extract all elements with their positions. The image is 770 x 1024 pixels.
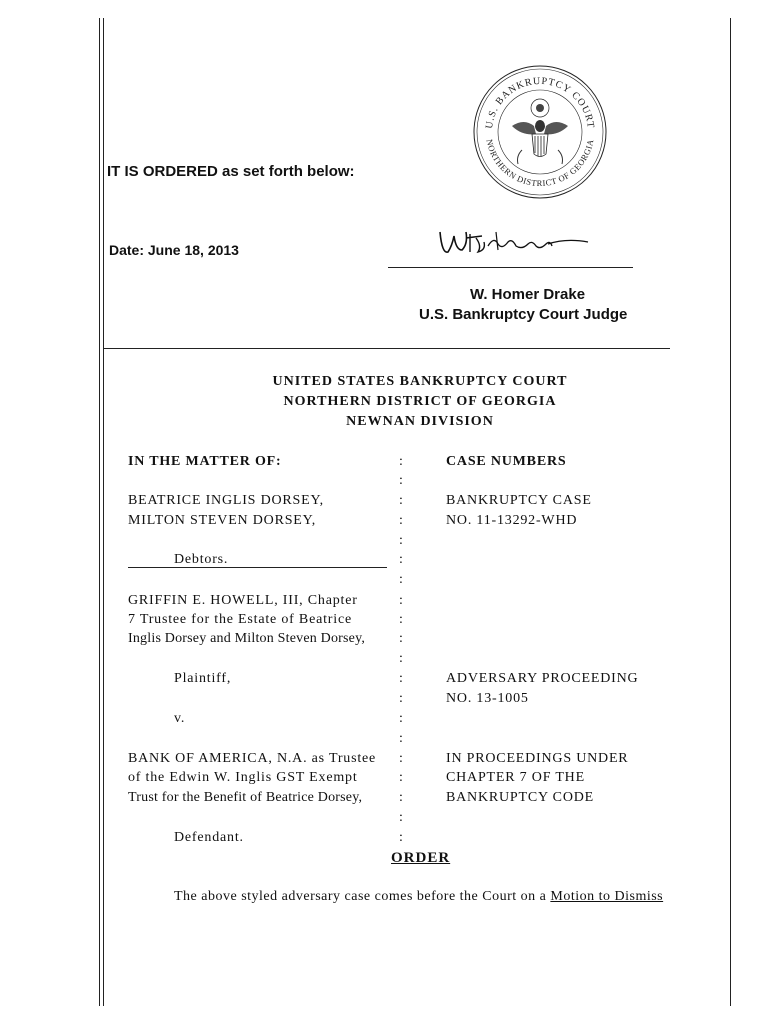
order-date: Date: June 18, 2013 xyxy=(109,242,239,258)
matter-heading: IN THE MATTER OF: xyxy=(128,454,282,469)
judge-title: U.S. Bankruptcy Court Judge xyxy=(419,306,628,323)
header-divider xyxy=(104,348,670,349)
signature-line xyxy=(388,267,633,268)
chapter-line-2: CHAPTER 7 OF THE xyxy=(446,770,585,785)
judge-signature xyxy=(436,224,596,262)
caption-colon: : xyxy=(399,612,403,627)
caption-colon: : xyxy=(399,691,403,706)
left-margin-line-inner xyxy=(103,18,104,1006)
ordered-statement: IT IS ORDERED as set forth below: xyxy=(107,163,355,180)
caption-colon: : xyxy=(399,671,403,686)
caption-colon: : xyxy=(399,751,403,766)
chapter-line-1: IN PROCEEDINGS UNDER xyxy=(446,751,629,766)
defendant-line-2: of the Edwin W. Inglis GST Exempt xyxy=(128,770,358,785)
debtors-underline xyxy=(128,567,387,568)
plaintiff-line-2: 7 Trustee for the Estate of Beatrice xyxy=(128,612,352,627)
court-seal xyxy=(472,64,608,200)
caption-colon: : xyxy=(399,830,403,845)
paragraph-text: The above styled adversary case comes before the Court on a xyxy=(174,889,551,904)
order-heading: ORDER xyxy=(391,850,451,866)
caption-colon: : xyxy=(399,454,403,469)
caption-colon: : xyxy=(399,533,403,548)
caption-colon: : xyxy=(399,810,403,825)
right-margin-line xyxy=(730,18,731,1006)
defendant-label: Defendant. xyxy=(174,830,244,845)
caption-colon: : xyxy=(399,552,403,567)
bankruptcy-case-label: BANKRUPTCY CASE xyxy=(446,493,592,508)
court-division: NEWNAN DIVISION xyxy=(346,414,494,429)
judge-name: W. Homer Drake xyxy=(470,286,586,303)
plaintiff-line-1: GRIFFIN E. HOWELL, III, Chapter xyxy=(128,593,358,608)
debtor-1: BEATRICE INGLIS DORSEY, xyxy=(128,493,324,508)
court-name: UNITED STATES BANKRUPTCY COURT xyxy=(272,374,568,389)
caption-colon: : xyxy=(399,493,403,508)
motion-to-dismiss-link: Motion to Dismiss xyxy=(550,889,664,904)
caption-colon: : xyxy=(399,790,403,805)
caption-colon: : xyxy=(399,572,403,587)
svg-text:NORTHERN DISTRICT OF GEORGIA: NORTHERN DISTRICT OF GEORGIA xyxy=(484,138,596,189)
plaintiff-label: Plaintiff, xyxy=(174,671,232,686)
adversary-proceeding-number: NO. 13-1005 xyxy=(446,691,529,706)
caption-colon: : xyxy=(399,513,403,528)
defendant-line-1: BANK OF AMERICA, N.A. as Trustee xyxy=(128,751,377,766)
bankruptcy-case-number: NO. 11-13292-WHD xyxy=(446,513,578,528)
caption-colon: : xyxy=(399,631,403,646)
caption-colon: : xyxy=(399,473,403,488)
body-paragraph xyxy=(174,889,663,905)
adversary-proceeding-label: ADVERSARY PROCEEDING xyxy=(446,671,639,686)
case-numbers-heading: CASE NUMBERS xyxy=(446,454,567,469)
left-margin-line-outer xyxy=(99,18,100,1006)
svg-text:U.S. BANKRUPTCY COURT: U.S. BANKRUPTCY COURT xyxy=(484,75,596,130)
debtor-2: MILTON STEVEN DORSEY, xyxy=(128,513,317,528)
debtors-label: Debtors. xyxy=(174,552,229,567)
caption-colon: : xyxy=(399,651,403,666)
plaintiff-line-3: Inglis Dorsey and Milton Steven Dorsey, xyxy=(128,631,366,646)
caption-colon: : xyxy=(399,711,403,726)
versus: v. xyxy=(174,711,186,726)
chapter-line-3: BANKRUPTCY CODE xyxy=(446,790,594,805)
defendant-line-3: Trust for the Benefit of Beatrice Dorsey, xyxy=(128,790,363,805)
caption-colon: : xyxy=(399,593,403,608)
caption-colon: : xyxy=(399,731,403,746)
caption-colon: : xyxy=(399,770,403,785)
court-district: NORTHERN DISTRICT OF GEORGIA xyxy=(283,394,557,409)
